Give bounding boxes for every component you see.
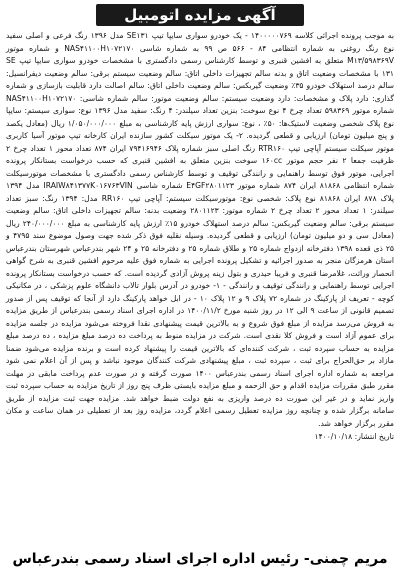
signature-line: مریم چمنی- رئیس اداره اجرای اسناد رسمی بندرعباس — [12, 551, 388, 567]
publication-date: تاریخ انتشار: ۱۴۰۰/۱۰/۱۸ — [314, 432, 394, 441]
auction-notice-body: به موجب پرونده اجرائی کلاسه ۱۴۰۰۰۰۰۷۶۹ - یک خودرو سواری سایپا تیپ SE۱۳۱ مدل ۱۳۹۶ رنگ فرعی و اصلی سفید نوع رنگ روغنی به شماره انتظامی ۸۴ - ۵۶۶ ص ۹۹ به شماره شاسی NAS۴۱۱۰۰H۱۰۷۲۱۷۰ و شماره موتور M۱۳/۵۹۸۳۶۹V متعلق به افشین قنبری و توسط کارشناس رسمی دادگستری با مشخصات خودرو سواری سایپا تیپ SE ۱۳۱ با مشخصات وضعیت اتاق و بدنه سالم تجهیزات داخلی اتاق: سالم وضعیت سیستم برقی: سالم وضعیت دیفرانسیل: سالم درصد استهلاک خودرو ۳۵٪ وضعیت گیربکس: سالم وضعیت داخلی اتاق: سالم اصالت دارد قابلیت بازسازی و شماره گذاری: دارد پلاک و مشخصات: دارد وضعیت سیستم: سالم وضعیت موتور: سالم شماره شاسی: NAS۴۱۱۰۰H۱۰۷۲۱۷۰ شماره موتور ۵۹۸۳۶۹ تعداد چرخ ۴ نوع سوخت: بنزین تعداد سیلندر: ۴ رنگ: سفید مدل ۱۳۹۶ نوع: سواری سیستم: سایپا نوع پلاک شخصی وضعیت لاستیک‌ها: ۵۰٪ ، نوع: سواری ارزش پایه کارشناسی به مبلغ ۱/۰۵۰/۰۰۰/۰۰۰ ریال (معادل یکصد و پنج میلیون تومان) ارزیابی و قطعی گردیده. ۲- یک موتور سیکلت کشور سازنده ایران کارخانه تیپ موتور آسیا کاربری موتور سیکلت سیستم آپاچی تیپ RTR۱۶۰ رنگ اصلی سبز شماره پلاک ۷۹۴۱۶۹۴۶ ایران ۸۷۴ تعداد محور ۱ تعداد چرخ ۲ ظرفیت جمعا ۲ نفر حجم موتور ۱۶۰cc سوخت بنزین متعلق به افشین قنبری که حسب درخواست بستانکار پرونده اجرایی، موتور فوق توسط راهنمایی و رانندگی توقیف و توسط کارشناس رسمی دادگستری با مشخصات موتورسیکلت شماره انتظامی ۸۱۸۶۸ ایران ۸۷۴ شماره موتور E۴GF۲۸۰۱۱۲۳ شماره شاسی IRAIW۸۴۱۳۷۷K۰۱۶۷۶۳VIN مدل ۱۳۹۴ پلاک ۸۷۸ ایران ۸۱۸۶۸ نوع پلاک: شخصی نوع: موتورسیکلت سیستم: آپاچی تیپ RR۱۶۰ مدل: ۱۳۹۴ رنگ: سبز تعداد سیلندر: ۱ تعداد محور ۲ تعداد چرخ ۲ شماره موتور: ۲۸۰۱۱۲۳ وضعیت بدنه: سالم تجهیزات داخلی اتاق: سالم وضعیت سیستم برقی: سالم وضعیت گیربکس: سالم درصد استهلاک خودرو ۱۵٪ ارزش پایه کارشناسی به مبلغ ۲۴۰/۰۰۰/۰۰۰ ریال (معادل سی و دو میلیون تومان) ارزیابی و قطعی گردیده. وسیله نقلیه فوق ذکر شده جهت وصول موضوع سند ۴۷۹۵ و ۲۵ ذی قعده ۱۳۹۸ دفترخانه ازدواج شماره ۲۵ و طلاق شماره ۲۵ و دفترخانه ۲۵ و ۲۴ شهر بندرعباس شهرستان بندرعباس استان هرمزگان منجر به صدور اجرائیه و تشکیل پرونده اجرایی به شماره فوق علیه مرحوم افشین قنبری به شرح گواهی انحصار وراثت، غلامرضا قنبری و فریبا حیدری و بتول زینه پروش آزادی گردیده است. که حسب درخواست بستانکار پرونده اجرایی توسط راهنمایی و رانندگی توقیف و رانندگی - ۱- خودرو در آدرس بلوار تالاب دانشگاه علوم پزشکی ، در مکانیکی کوچه - تعریف از پارکینگ در شماره ۷۲ پلاک ۹ و ۱۲ پلاک ۱۰ - در ابل خواهد پارکینگ دارد از آنجا که توقیف پس از صدور تصمیم قانونی از ساعت ۹ الی ۱۲ در روز شنبه مورخ ۱۴۰۰/۱۱/۲ در اداره اجرای اسناد رسمی بندرعباس از طریق مزایده به فروش می‌رسد مزایده از مبلغ فوق شروع و به بالاترین قیمت پیشنهادی نقدا فروخته می‌شود مزایده در جلسه مزایده برای عموم آزاد است و فروش کلا نقدی است. شرکت در مزایده منوط به پرداخت ده درصد مبلغ مزایده ، ده درصد مبلغ مزایده به حساب سپرده ثبت ، شرکت کننده‌ای که بالاترین قیمت را پیشنهاد کرده است و برنده مزایده می‌شود ضمنا مازاد بر حق‌الحراج برای ثبت ، سپرده ثبت ، مبلغ پیشنهادی شرکت کنندگان موجود نباشد و پس از آن اعلام نمی شود مراجعه به شماره اداره اجرای اسناد رسمی بندرعباس ۱۴۰۰ صورت گرفته و در صورت عدم پرداخت مابقی در مهلت مقرر طبق مقررات مزایده اقدام و حق ‌الزحمه و مبلغ مزایده بایستی ظرف پنج روز از تاریخ مزایده به حساب سپرده ثبت واریز نماید و در غیر این صورت ده درصد واریزی به نفع دولت ضبط خواهد شد. مزایده جهت ثبت مزایده از طریق سامانه برگزار شده و چنانچه روز مزایده تعطیل رسمی اعلام گردد، مزایده روز بعد از تعطیلی در همان ساعت و مکان مقرر برگزار خواهد شد. — [5, 31, 395, 428]
page-title: آگهی مزایده اتومبیل — [96, 4, 303, 26]
title-bar — [6, 4, 394, 26]
